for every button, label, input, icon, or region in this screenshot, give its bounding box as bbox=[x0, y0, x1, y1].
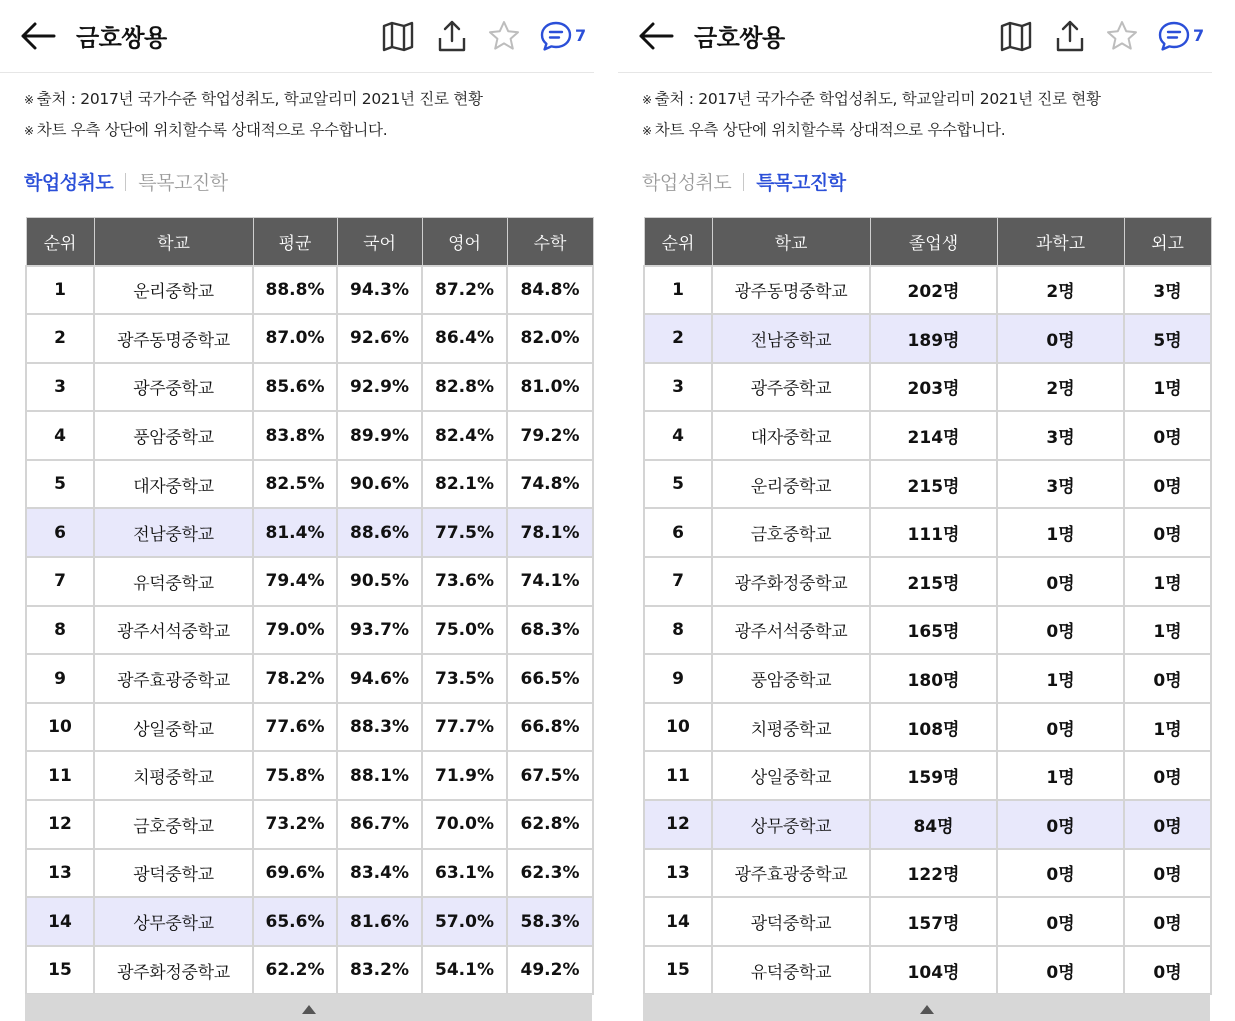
school-cell: 풍암중학교 bbox=[94, 411, 253, 460]
value-cell: 0명 bbox=[1124, 654, 1211, 703]
school-cell: 광주서석중학교 bbox=[712, 606, 870, 655]
table-row bbox=[644, 411, 1211, 460]
collapse-bar[interactable] bbox=[643, 994, 1210, 1021]
value-cell: 86.4% bbox=[422, 314, 507, 363]
value-cell: 202명 bbox=[870, 266, 997, 315]
value-cell: 66.8% bbox=[507, 703, 593, 752]
rank-cell: 3 bbox=[26, 363, 94, 412]
page-title: 금호쌍용 bbox=[76, 24, 167, 52]
school-cell: 유덕중학교 bbox=[712, 946, 870, 995]
ranking-table bbox=[25, 217, 594, 995]
table-body bbox=[26, 266, 593, 995]
table-row bbox=[644, 654, 1211, 703]
rank-cell: 7 bbox=[644, 557, 712, 606]
school-cell: 대자중학교 bbox=[94, 460, 253, 509]
comment-count: 7 bbox=[1193, 26, 1205, 45]
school-cell: 광주화정중학교 bbox=[712, 557, 870, 606]
rank-cell: 7 bbox=[26, 557, 94, 606]
tab-special-high-school[interactable]: 특목고진학 bbox=[756, 172, 846, 194]
value-cell: 0명 bbox=[997, 557, 1124, 606]
table-row bbox=[26, 703, 593, 752]
table-row bbox=[644, 751, 1211, 800]
value-cell: 77.7% bbox=[422, 703, 507, 752]
collapse-up-icon[interactable] bbox=[920, 1005, 934, 1014]
table-row bbox=[26, 897, 593, 946]
value-cell: 65.6% bbox=[253, 897, 337, 946]
value-cell: 54.1% bbox=[422, 946, 507, 995]
rank-cell: 5 bbox=[644, 460, 712, 509]
app-bar bbox=[0, 0, 594, 74]
value-cell: 74.1% bbox=[507, 557, 593, 606]
school-cell: 풍암중학교 bbox=[712, 654, 870, 703]
value-cell: 189명 bbox=[870, 314, 997, 363]
comment-icon[interactable] bbox=[1156, 18, 1192, 54]
column-header: 학교 bbox=[94, 218, 253, 266]
rank-cell: 9 bbox=[644, 654, 712, 703]
rank-cell: 11 bbox=[644, 751, 712, 800]
value-cell: 77.5% bbox=[422, 508, 507, 557]
school-cell: 광주효광중학교 bbox=[94, 654, 253, 703]
rank-cell: 1 bbox=[26, 266, 94, 315]
value-cell: 1명 bbox=[1124, 703, 1211, 752]
tab-separator bbox=[125, 173, 126, 191]
back-arrow-icon[interactable] bbox=[18, 20, 58, 52]
value-cell: 1명 bbox=[997, 654, 1124, 703]
value-cell: 82.5% bbox=[253, 460, 337, 509]
table-row bbox=[26, 411, 593, 460]
page-title: 금호쌍용 bbox=[694, 24, 785, 52]
value-cell: 0명 bbox=[1124, 751, 1211, 800]
note-mark: ※ bbox=[24, 93, 34, 107]
school-cell: 상일중학교 bbox=[712, 751, 870, 800]
table-row bbox=[644, 946, 1211, 995]
column-header: 과학고 bbox=[997, 218, 1124, 266]
value-cell: 0명 bbox=[997, 897, 1124, 946]
value-cell: 0명 bbox=[997, 946, 1124, 995]
table-row bbox=[644, 849, 1211, 898]
source-note bbox=[24, 87, 483, 109]
table-header-row bbox=[26, 218, 593, 266]
map-icon[interactable] bbox=[998, 18, 1034, 54]
value-cell: 73.6% bbox=[422, 557, 507, 606]
value-cell: 89.9% bbox=[337, 411, 422, 460]
value-cell: 92.9% bbox=[337, 363, 422, 412]
rank-cell: 2 bbox=[644, 314, 712, 363]
table-row bbox=[26, 606, 593, 655]
table-row bbox=[644, 606, 1211, 655]
value-cell: 1명 bbox=[997, 508, 1124, 557]
column-header: 국어 bbox=[337, 218, 422, 266]
value-cell: 66.5% bbox=[507, 654, 593, 703]
value-cell: 83.4% bbox=[337, 849, 422, 898]
share-icon[interactable] bbox=[434, 18, 470, 54]
ranking-table bbox=[643, 217, 1212, 995]
value-cell: 92.6% bbox=[337, 314, 422, 363]
note-mark: ※ bbox=[24, 124, 34, 138]
value-cell: 0명 bbox=[1124, 897, 1211, 946]
value-cell: 88.6% bbox=[337, 508, 422, 557]
value-cell: 93.7% bbox=[337, 606, 422, 655]
school-cell: 유덕중학교 bbox=[94, 557, 253, 606]
value-cell: 75.0% bbox=[422, 606, 507, 655]
value-cell: 71.9% bbox=[422, 751, 507, 800]
table-row bbox=[644, 363, 1211, 412]
value-cell: 82.0% bbox=[507, 314, 593, 363]
value-cell: 74.8% bbox=[507, 460, 593, 509]
collapse-bar[interactable] bbox=[25, 994, 592, 1021]
value-cell: 94.6% bbox=[337, 654, 422, 703]
value-cell: 85.6% bbox=[253, 363, 337, 412]
value-cell: 58.3% bbox=[507, 897, 593, 946]
value-cell: 83.8% bbox=[253, 411, 337, 460]
value-cell: 70.0% bbox=[422, 800, 507, 849]
school-cell: 광주동명중학교 bbox=[712, 266, 870, 315]
rank-cell: 5 bbox=[26, 460, 94, 509]
table-row bbox=[26, 460, 593, 509]
rank-cell: 14 bbox=[644, 897, 712, 946]
rank-cell: 13 bbox=[26, 849, 94, 898]
tab-academic-achievement[interactable]: 학업성취도 bbox=[24, 172, 114, 194]
value-cell: 0명 bbox=[997, 849, 1124, 898]
value-cell: 122명 bbox=[870, 849, 997, 898]
value-cell: 78.1% bbox=[507, 508, 593, 557]
school-cell: 광주중학교 bbox=[94, 363, 253, 412]
table-row bbox=[644, 703, 1211, 752]
value-cell: 62.8% bbox=[507, 800, 593, 849]
school-cell: 전남중학교 bbox=[94, 508, 253, 557]
value-cell: 62.3% bbox=[507, 849, 593, 898]
column-header: 졸업생 bbox=[870, 218, 997, 266]
value-cell: 203명 bbox=[870, 363, 997, 412]
value-cell: 90.5% bbox=[337, 557, 422, 606]
school-cell: 광덕중학교 bbox=[712, 897, 870, 946]
left-panel bbox=[0, 0, 594, 1021]
value-cell: 5명 bbox=[1124, 314, 1211, 363]
value-cell: 88.8% bbox=[253, 266, 337, 315]
rank-cell: 10 bbox=[644, 703, 712, 752]
table-row bbox=[644, 557, 1211, 606]
table-row bbox=[644, 314, 1211, 363]
value-cell: 0명 bbox=[997, 606, 1124, 655]
table-row bbox=[644, 460, 1211, 509]
value-cell: 0명 bbox=[1124, 411, 1211, 460]
table-row bbox=[26, 849, 593, 898]
rank-cell: 2 bbox=[26, 314, 94, 363]
table-body bbox=[644, 266, 1211, 995]
school-cell: 광주효광중학교 bbox=[712, 849, 870, 898]
table-row bbox=[26, 508, 593, 557]
school-cell: 광덕중학교 bbox=[94, 849, 253, 898]
value-cell: 84.8% bbox=[507, 266, 593, 315]
value-cell: 2명 bbox=[997, 363, 1124, 412]
value-cell: 0명 bbox=[1124, 849, 1211, 898]
rank-cell: 14 bbox=[26, 897, 94, 946]
table-row bbox=[26, 946, 593, 995]
value-cell: 62.2% bbox=[253, 946, 337, 995]
hint-note bbox=[642, 118, 1005, 140]
value-cell: 159명 bbox=[870, 751, 997, 800]
comment-count: 7 bbox=[575, 26, 587, 45]
value-cell: 63.1% bbox=[422, 849, 507, 898]
value-cell: 215명 bbox=[870, 460, 997, 509]
value-cell: 94.3% bbox=[337, 266, 422, 315]
school-cell: 광주동명중학교 bbox=[94, 314, 253, 363]
rank-cell: 8 bbox=[26, 606, 94, 655]
tab-separator bbox=[743, 173, 744, 191]
table-row bbox=[644, 800, 1211, 849]
column-header: 순위 bbox=[26, 218, 94, 266]
source-text: 출처 : 2017년 국가수준 학업성취도, 학교알리미 2021년 진로 현황 bbox=[654, 90, 1101, 108]
value-cell: 104명 bbox=[870, 946, 997, 995]
value-cell: 69.6% bbox=[253, 849, 337, 898]
value-cell: 87.2% bbox=[422, 266, 507, 315]
value-cell: 3명 bbox=[997, 411, 1124, 460]
school-cell: 상일중학교 bbox=[94, 703, 253, 752]
school-cell: 금호중학교 bbox=[94, 800, 253, 849]
rank-cell: 4 bbox=[644, 411, 712, 460]
value-cell: 73.2% bbox=[253, 800, 337, 849]
rank-cell: 15 bbox=[644, 946, 712, 995]
star-icon[interactable] bbox=[486, 18, 522, 54]
value-cell: 1명 bbox=[1124, 606, 1211, 655]
value-cell: 0명 bbox=[1124, 460, 1211, 509]
value-cell: 2명 bbox=[997, 266, 1124, 315]
school-cell: 광주화정중학교 bbox=[94, 946, 253, 995]
rank-cell: 3 bbox=[644, 363, 712, 412]
source-note bbox=[642, 87, 1101, 109]
table-row bbox=[26, 557, 593, 606]
school-cell: 금호중학교 bbox=[712, 508, 870, 557]
value-cell: 3명 bbox=[997, 460, 1124, 509]
map-icon[interactable] bbox=[380, 18, 416, 54]
right-panel bbox=[618, 0, 1212, 1021]
share-icon[interactable] bbox=[1052, 18, 1088, 54]
value-cell: 87.0% bbox=[253, 314, 337, 363]
table-row bbox=[26, 266, 593, 315]
school-cell: 대자중학교 bbox=[712, 411, 870, 460]
rank-cell: 11 bbox=[26, 751, 94, 800]
rank-cell: 15 bbox=[26, 946, 94, 995]
value-cell: 0명 bbox=[1124, 508, 1211, 557]
table-row bbox=[644, 266, 1211, 315]
value-cell: 75.8% bbox=[253, 751, 337, 800]
school-cell: 상무중학교 bbox=[712, 800, 870, 849]
rank-cell: 8 bbox=[644, 606, 712, 655]
value-cell: 68.3% bbox=[507, 606, 593, 655]
value-cell: 180명 bbox=[870, 654, 997, 703]
tab-bar bbox=[24, 168, 228, 195]
divider bbox=[0, 72, 594, 73]
value-cell: 1명 bbox=[997, 751, 1124, 800]
collapse-up-icon[interactable] bbox=[302, 1005, 316, 1014]
value-cell: 214명 bbox=[870, 411, 997, 460]
value-cell: 82.1% bbox=[422, 460, 507, 509]
value-cell: 49.2% bbox=[507, 946, 593, 995]
table-row bbox=[26, 314, 593, 363]
table-row bbox=[644, 508, 1211, 557]
value-cell: 215명 bbox=[870, 557, 997, 606]
value-cell: 81.4% bbox=[253, 508, 337, 557]
value-cell: 1명 bbox=[1124, 557, 1211, 606]
back-arrow-icon[interactable] bbox=[636, 20, 676, 52]
tab-special-high-school[interactable]: 특목고진학 bbox=[138, 172, 228, 194]
rank-cell: 9 bbox=[26, 654, 94, 703]
value-cell: 67.5% bbox=[507, 751, 593, 800]
value-cell: 1명 bbox=[1124, 363, 1211, 412]
value-cell: 82.4% bbox=[422, 411, 507, 460]
rank-cell: 13 bbox=[644, 849, 712, 898]
column-header: 외고 bbox=[1124, 218, 1211, 266]
hint-text: 차트 우측 상단에 위치할수록 상대적으로 우수합니다. bbox=[36, 121, 388, 139]
school-cell: 운리중학교 bbox=[712, 460, 870, 509]
hint-note bbox=[24, 118, 387, 140]
value-cell: 83.2% bbox=[337, 946, 422, 995]
tab-academic-achievement[interactable]: 학업성취도 bbox=[642, 172, 732, 194]
star-icon[interactable] bbox=[1104, 18, 1140, 54]
value-cell: 111명 bbox=[870, 508, 997, 557]
column-header: 평균 bbox=[253, 218, 337, 266]
value-cell: 57.0% bbox=[422, 897, 507, 946]
value-cell: 157명 bbox=[870, 897, 997, 946]
rank-cell: 10 bbox=[26, 703, 94, 752]
app-bar bbox=[618, 0, 1212, 74]
value-cell: 0명 bbox=[997, 703, 1124, 752]
column-header: 학교 bbox=[712, 218, 870, 266]
table-row bbox=[26, 363, 593, 412]
rank-cell: 12 bbox=[644, 800, 712, 849]
value-cell: 165명 bbox=[870, 606, 997, 655]
value-cell: 82.8% bbox=[422, 363, 507, 412]
column-header: 수학 bbox=[507, 218, 593, 266]
table-row bbox=[644, 897, 1211, 946]
value-cell: 0명 bbox=[1124, 800, 1211, 849]
value-cell: 0명 bbox=[1124, 946, 1211, 995]
hint-text: 차트 우측 상단에 위치할수록 상대적으로 우수합니다. bbox=[654, 121, 1006, 139]
value-cell: 0명 bbox=[997, 314, 1124, 363]
value-cell: 86.7% bbox=[337, 800, 422, 849]
value-cell: 73.5% bbox=[422, 654, 507, 703]
table-row bbox=[26, 654, 593, 703]
rank-cell: 4 bbox=[26, 411, 94, 460]
tab-bar bbox=[642, 168, 846, 195]
value-cell: 77.6% bbox=[253, 703, 337, 752]
value-cell: 88.3% bbox=[337, 703, 422, 752]
school-cell: 치평중학교 bbox=[94, 751, 253, 800]
value-cell: 0명 bbox=[997, 800, 1124, 849]
value-cell: 88.1% bbox=[337, 751, 422, 800]
table-header-row bbox=[644, 218, 1211, 266]
school-cell: 광주서석중학교 bbox=[94, 606, 253, 655]
school-cell: 전남중학교 bbox=[712, 314, 870, 363]
column-header: 순위 bbox=[644, 218, 712, 266]
note-mark: ※ bbox=[642, 93, 652, 107]
column-header: 영어 bbox=[422, 218, 507, 266]
source-text: 출처 : 2017년 국가수준 학업성취도, 학교알리미 2021년 진로 현황 bbox=[36, 90, 483, 108]
school-cell: 운리중학교 bbox=[94, 266, 253, 315]
comment-icon[interactable] bbox=[538, 18, 574, 54]
note-mark: ※ bbox=[642, 124, 652, 138]
value-cell: 84명 bbox=[870, 800, 997, 849]
value-cell: 78.2% bbox=[253, 654, 337, 703]
value-cell: 79.0% bbox=[253, 606, 337, 655]
value-cell: 79.4% bbox=[253, 557, 337, 606]
rank-cell: 1 bbox=[644, 266, 712, 315]
school-cell: 치평중학교 bbox=[712, 703, 870, 752]
rank-cell: 6 bbox=[644, 508, 712, 557]
rank-cell: 6 bbox=[26, 508, 94, 557]
divider bbox=[618, 72, 1212, 73]
table-row bbox=[26, 751, 593, 800]
school-cell: 상무중학교 bbox=[94, 897, 253, 946]
value-cell: 79.2% bbox=[507, 411, 593, 460]
value-cell: 81.6% bbox=[337, 897, 422, 946]
value-cell: 81.0% bbox=[507, 363, 593, 412]
value-cell: 3명 bbox=[1124, 266, 1211, 315]
school-cell: 광주중학교 bbox=[712, 363, 870, 412]
rank-cell: 12 bbox=[26, 800, 94, 849]
value-cell: 90.6% bbox=[337, 460, 422, 509]
value-cell: 108명 bbox=[870, 703, 997, 752]
table-row bbox=[26, 800, 593, 849]
